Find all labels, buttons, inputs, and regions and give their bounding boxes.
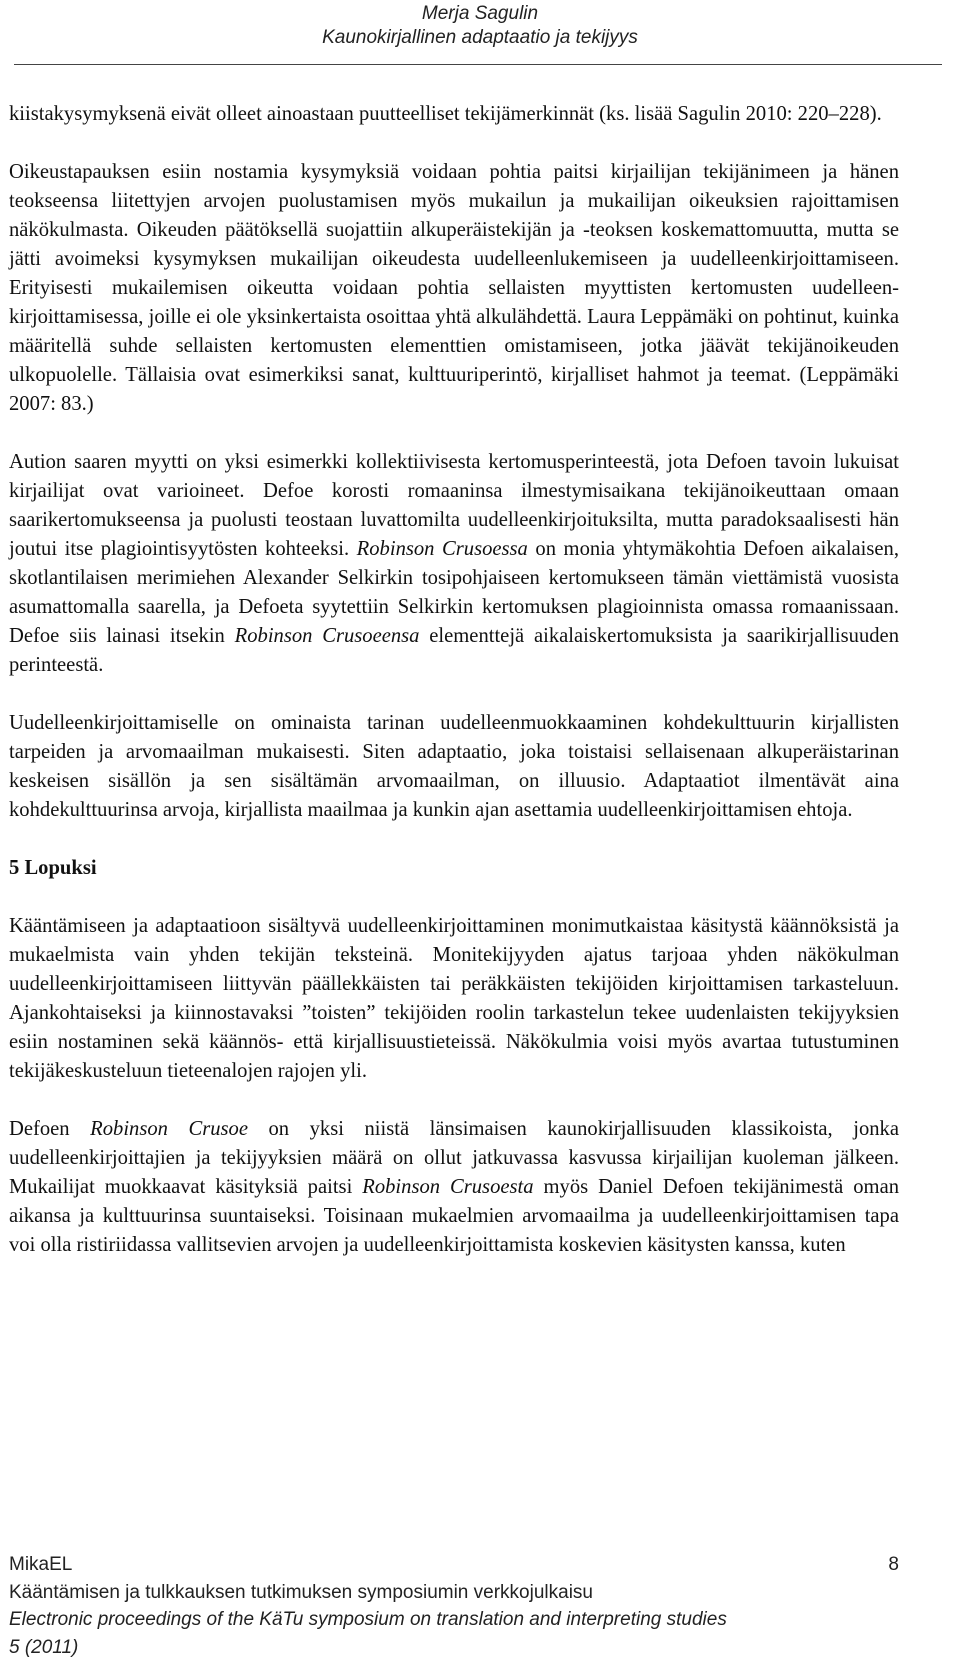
page-footer bbox=[9, 1551, 899, 1661]
paragraph-group-1 bbox=[9, 100, 899, 825]
header-author: Merja Sagulin bbox=[421, 3, 539, 24]
text-run: Oikeustapauksen esiin nostamia kysymyksiä voidaan pohtia paitsi kirjailijan tekijänimeen ja hänen teokseensa liitettyjen arvojen puolustamisen myös mukailun ja mukailijan oikeuksien rajoittamisen näkökulmasta. Oikeuden päätöksellä suojattiin alkuperäistekijän ja -teoksen koskemattomuutta, mutta se jätti avoimeksi kysymyksen mukailijan oikeudesta uudelleenlukemiseen ja uudelleenkirjoittamiseen. Erityisesti mukailemisen oikeutta voidaan pohtia sellaisten myyttisten kertomusten uudelleenkirjoittamisessa, joille ei ole yksinkertaista osoittaa yhtä alkulähdettä. Laura Leppämäki on pohtinut, kuinka määritellä suhde sellaisten kertomusten elementtien omistamiseen, jotka jäävät tekijänoikeuden ulkopuolelle. Tällaisia ovat esimerkiksi sanat, kulttuuriperintö, kirjalliset hahmot ja teemat. (Leppämäki 2007: 83.) bbox=[9, 161, 899, 415]
text-run: kiistakysymyksenä eivät olleet ainoastaan puutteelliset tekijämerkinnät (ks. lisää Sagulin 2010: 220–228). bbox=[9, 103, 882, 125]
paragraph bbox=[9, 158, 899, 419]
paragraph bbox=[9, 100, 899, 129]
text-run: Aution saaren myytti on yksi esimerkki kollektiivisesta kertomusperinteestä, jota Defoen tavoin lukuisat kirjailijat ovat varioineet. Defoe korosti romaaninsa ilmestymisaikana tekijänoikeuttaan omaan saarikertomukseensa ja puolusti teostaan luvattomilta uudelleenkirjoituksilta, mutta paradoksaalisesti hän joutui itse plagiointisyytösten kohteeksi. bbox=[9, 451, 899, 560]
footer-journal: MikaEL bbox=[9, 1554, 73, 1575]
italic-title: Robinson Crusoe bbox=[90, 1118, 248, 1140]
running-header bbox=[0, 0, 960, 50]
italic-title: Robinson Crusoessa bbox=[356, 538, 528, 560]
main-text bbox=[9, 100, 899, 1289]
footer-issue: 5 (2011) bbox=[9, 1636, 79, 1658]
text-run: elementtejä aikalaiskertomuksista ja saarikirjallisuuden perinteestä. bbox=[9, 625, 899, 676]
footer-line-3: Electronic proceedings of the KäTu symposium on translation and interpreting studies bbox=[9, 1609, 727, 1630]
footer-line-2: Kääntämisen ja tulkkauksen tutkimuksen symposiumin verkkojulkaisu bbox=[9, 1581, 593, 1603]
header-title: Kaunokirjallinen adaptaatio ja tekijyys bbox=[322, 27, 638, 48]
page-number: 8 bbox=[888, 1554, 899, 1575]
text-run: myös Daniel Defoen tekijänimestä oman aikansa ja kulttuurinsa suuntaiseksi. Toisinaan mukaelmien arvomaailma ja uudelleenkirjoittamisen tapa voi olla ristiriidassa vallitsevien arvojen ja uudelleenkirjoittamista koskevien käsitysten kanssa, kuten bbox=[9, 1176, 900, 1256]
text-run: Kääntämiseen ja adaptaatioon sisältyvä uudelleenkirjoittaminen monimutkaistaa käsitystä käännöksistä ja mukaelmista vain yhden tekijän teksteinä. Monitekijyyden ajatus tarjoaa yhden näkökulman uudelleenkirjoittamiseen liittyvän päällekkäisten tai peräkkäisten tekijöiden kirjoittamisen tarkasteluun. Ajankohtaiseksi ja kiinnostavaksi ”toisten” tekijöiden roolin tarkastelun tekee uudenlaisten tekijyyksien esiin nostaminen sekä käännös- että kirjallisuustieteissä. Näkökulmia voisi myös avartaa tutustuminen tekijäkeskusteluun tieteenalojen rajojen yli. bbox=[9, 915, 899, 1082]
text-run: on monia yhtymäkohtia Defoen aikalaisen, skotlantilaisen merimiehen Alexander Selkirkin tosipohjaiseen kertomukseen tämän viettämistä vuosista asumattomalla saarella, ja Defoeta syytettiin Selkirkin kertomuksen plagioinnista omassa romaanissaan. Defoe siis lainasi itsekin bbox=[9, 538, 900, 647]
paragraph bbox=[9, 448, 899, 680]
section-heading: 5 Lopuksi bbox=[9, 857, 97, 879]
text-run: Uudelleenkirjoittamiselle on ominaista tarinan uudelleenmuokkaaminen kohdekulttuurin kirjallisten tarpeiden ja arvomaailman mukaisesti. Siten adaptaatio, joka toistaisi sellaisenaan alkuperäistarinan keskeisen sisällön ja sen sisältämän arvomaailman, on illuusio. Adaptaatiot ilmentävät aina kohdekulttuurinsa arvoja, kirjallista maailmaa ja kunkin ajan asettamia uudelleenkirjoittamisen ehtoja. bbox=[9, 712, 899, 821]
italic-title: Robinson Crusoeensa bbox=[234, 625, 420, 647]
paragraph-group-2 bbox=[9, 912, 899, 1260]
paragraph bbox=[9, 1115, 899, 1260]
paragraph bbox=[9, 709, 899, 825]
text-run: Defoen bbox=[9, 1118, 91, 1140]
text-run: on yksi niistä länsimaisen kaunokirjallisuuden klassikoista, jonka uudelleenkirjoittajien ja tekijyyksien määrä on ollut jatkuvassa kasvussa kirjailijan kuoleman jälkeen. Mukailijat muokkaavat käsityksiä paitsi bbox=[9, 1118, 899, 1198]
paragraph bbox=[9, 912, 899, 1086]
italic-title: Robinson Crusoesta bbox=[362, 1176, 534, 1198]
header-rule bbox=[14, 64, 942, 65]
